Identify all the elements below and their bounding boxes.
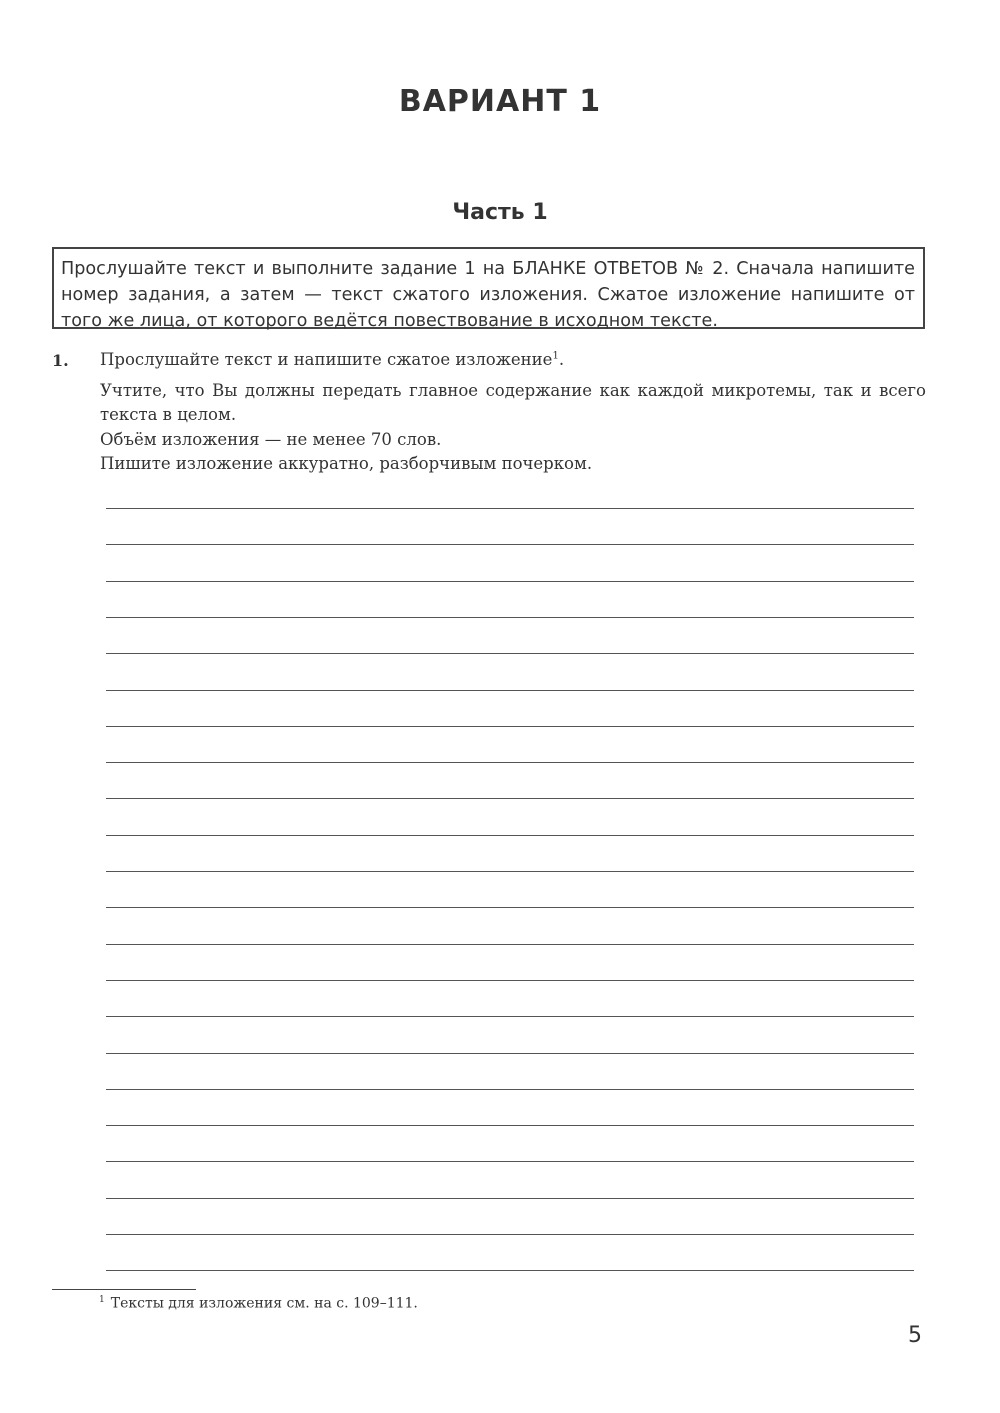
footnote-text: Тексты для изложения см. на с. 109–111. [110,1295,418,1312]
task-body [100,348,926,477]
part-title: Часть 1 [452,200,548,225]
answer-line[interactable] [106,871,914,872]
answer-line[interactable] [106,1161,914,1162]
footnote [99,1295,418,1312]
answer-line[interactable] [106,1270,914,1271]
answer-line[interactable] [106,1089,914,1090]
answer-line[interactable] [106,907,914,908]
answer-line[interactable] [106,653,914,654]
page-number: 5 [908,1323,922,1348]
answer-line[interactable] [106,1198,914,1199]
task-prompt-text: Прослушайте текст и напишите сжатое изложение [100,350,553,369]
answer-line[interactable] [106,544,914,545]
task-note-handwriting: Пишите изложение аккуратно, разборчивым почерком. [100,454,593,473]
task-number: 1. [52,351,69,370]
answer-line[interactable] [106,1016,914,1017]
task-prompt-end: . [558,350,565,369]
answer-line[interactable] [106,798,914,799]
task-note-word-count: Объём изложения — не менее 70 слов. [100,429,442,449]
answer-line[interactable] [106,508,914,509]
answer-line[interactable] [106,762,914,763]
answer-line[interactable] [106,1125,914,1126]
footnote-divider [52,1289,196,1290]
answer-line[interactable] [106,1234,914,1235]
answer-line[interactable] [106,726,914,727]
answer-line[interactable] [106,690,914,691]
answer-line[interactable] [106,617,914,618]
task-note-main-content: Учтите, что Вы должны передать главное содержание как каждой микротемы, так и всего текста в целом. [100,380,926,424]
answer-line[interactable] [106,980,914,981]
footnote-mark: 1 [99,1295,105,1305]
answer-line[interactable] [106,581,914,582]
instruction-box [52,247,925,329]
answer-line[interactable] [106,944,914,945]
task-prompt [100,348,926,373]
footnote-reference: 1 [552,350,559,362]
answer-line[interactable] [106,1053,914,1054]
instruction-text: Прослушайте текст и выполните задание 1 на БЛАНКЕ ОТВЕТОВ № 2. Сначала напишите номер задания, а затем — текст сжатого изложения. Сжатое изложение напишите от того же лица, от которого ведётся повествование в исходном тексте. [61,259,915,331]
answer-line[interactable] [106,835,914,836]
variant-title: ВАРИАНТ 1 [398,84,602,119]
